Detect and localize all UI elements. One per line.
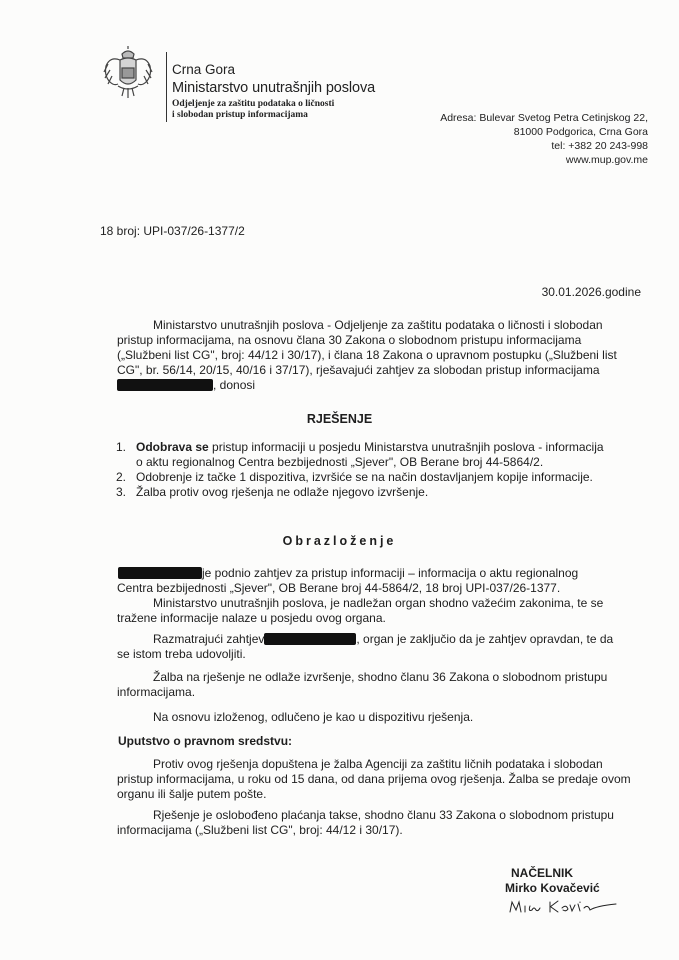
intro-line: CG", br. 56/14, 20/15, 40/16 i 37/17), rješavajući zahtjev za slobodan pristup informacijama (117, 363, 600, 377)
intro-line: Ministarstvo unutrašnjih poslova - Odjeljenje za zaštitu podataka o ličnosti i slobodan (153, 318, 603, 332)
reasoning-paragraph-3 (117, 632, 640, 662)
department-line-2: i slobodan pristup informacijama (172, 110, 308, 120)
reasoning-line-prefix: Razmatrajući zahtjev (153, 632, 265, 646)
decision-list (116, 440, 646, 500)
redaction-block (118, 567, 202, 579)
legal-remedy-heading (117, 734, 640, 749)
reasoning-line: informacijama. (117, 685, 196, 699)
intro-line: pristup informacijama, na osnovu člana 30 Zakona o slobodnom pristupu informacijama (117, 333, 582, 347)
reasoning-line-suffix: , organ je zaključio da je zahtjev opravdan, te da (356, 632, 614, 646)
decision-item-number: 3. (116, 485, 127, 499)
intro-line-suffix: , donosi (213, 378, 256, 392)
legal-remedy-line: pristup informacijama, u roku od 15 dana, od dana prijema ovog rješenja. Žalba se predaje ovom (117, 772, 631, 786)
reasoning-paragraph-5 (117, 710, 640, 725)
reasoning-line: se istom treba udovoljiti. (117, 647, 246, 661)
legal-remedy-line: organu ili šalje putem pošte. (117, 787, 267, 801)
intro-paragraph (117, 318, 640, 393)
decision-item-line: o aktu regionalnog Centra bezbijednosti „Sjever", OB Berane broj 44-5864/2. (136, 455, 544, 469)
reasoning-line (117, 632, 640, 647)
signature-name: Mirko Kovačević (505, 881, 600, 895)
address-website: www.mup.gov.me (565, 154, 648, 166)
org-department (172, 99, 334, 121)
redaction-block (264, 633, 356, 645)
org-country: Crna Gora (172, 62, 236, 77)
decision-item-text: Žalba protiv ovog rješenja ne odlaže njegovo izvršenje. (136, 485, 429, 499)
legal-remedy-line: Rješenje je oslobođeno plaćanja takse, shodno članu 33 Zakona o slobodnom pristupu (153, 808, 614, 822)
reasoning-paragraph-1 (117, 566, 640, 596)
legal-remedy-paragraph-2 (117, 808, 640, 838)
department-line-1: Odjeljenje za zaštitu podataka o ličnosti (172, 99, 335, 109)
decision-item-text: Odobrenje iz tačke 1 dispozitiva, izvršiće se na način dostavljanjem kopije informacije. (136, 470, 593, 484)
legal-remedy-paragraph-1 (117, 757, 640, 802)
legal-remedy-line: Protiv ovog rješenja dopuštena je žalba Agenciji za zaštitu ličnih podataka i slobodan (153, 757, 603, 771)
header-divider (166, 52, 167, 122)
address-phone: tel: +382 20 243-998 (551, 140, 648, 152)
reasoning-paragraph-2 (117, 596, 640, 626)
document-date: 30.01.2026.godine (541, 285, 641, 299)
decision-item-number: 1. (116, 440, 127, 454)
reasoning-line: Centra bezbijednosti „Sjever", OB Berane broj 44-5864/2, 18 broj UPI-037/26-1377. (117, 581, 561, 595)
reasoning-paragraph-4 (117, 670, 640, 700)
decision-item-line: pristup informaciji u posjedu Ministarstva unutrašnjih poslova - informacija (208, 440, 604, 454)
legal-remedy-heading-text: Uputstvo o pravnom sredstvu: (118, 734, 293, 748)
address-line-1: Adresa: Bulevar Svetog Petra Cetinjskog 22, (440, 112, 648, 124)
reasoning-line (117, 566, 640, 581)
redaction-block (117, 379, 213, 391)
signature-block (505, 866, 600, 896)
legal-remedy-line: informacijama („Službeni list CG", broj: 44/12 i 30/17). (117, 823, 403, 837)
org-ministry: Ministarstvo unutrašnjih poslova (172, 80, 376, 96)
intro-line: („Službeni list CG", broj: 44/12 i 30/17), i člana 18 Zakona o upravnom postupku („Službeni list (117, 348, 617, 362)
handwritten-signature-icon (508, 896, 618, 918)
reasoning-heading: Obrazloženje (282, 534, 397, 548)
reasoning-line-suffix: je podnio zahtjev za pristup informaciji – informacija o aktu regionalnog (202, 566, 579, 580)
decision-item (116, 440, 646, 470)
address-line-2: 81000 Podgorica, Crna Gora (513, 126, 648, 138)
reasoning-line: Na osnovu izloženog, odlučeno je kao u dispozitivu rješenja. (153, 710, 474, 724)
coat-of-arms-icon (100, 46, 156, 102)
decision-item-text (136, 440, 604, 470)
decision-item-number: 2. (116, 470, 127, 484)
decision-item (116, 470, 646, 485)
signature-title: NAČELNIK (511, 866, 573, 880)
decision-item-bold: Odobrava se (136, 440, 209, 454)
intro-line (117, 378, 640, 393)
reasoning-line: tražene informacije nalaze u posjedu ovog organa. (117, 611, 386, 625)
decision-item (116, 485, 646, 500)
reasoning-line: Ministarstvo unutrašnjih poslova, je nadležan organ shodno važećim zakonima, te se (153, 596, 604, 610)
address-block (440, 111, 648, 167)
reference-number: 18 broj: UPI-037/26-1377/2 (100, 224, 245, 238)
decision-heading: RJEŠENJE (306, 412, 373, 426)
reasoning-line: Žalba na rješenje ne odlaže izvršenje, shodno članu 36 Zakona o slobodnom pristupu (153, 670, 608, 684)
